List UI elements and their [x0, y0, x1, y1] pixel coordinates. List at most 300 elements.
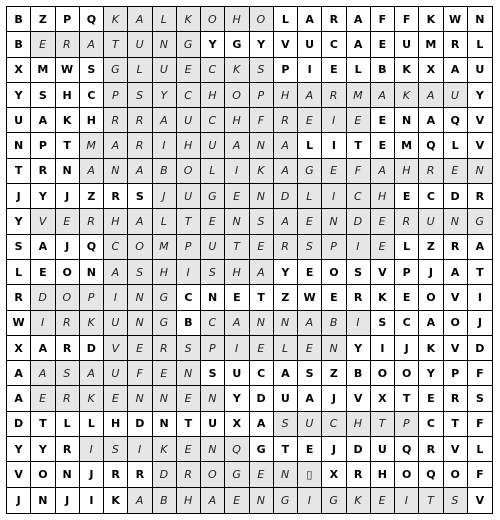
grid-cell[interactable]: Y — [250, 32, 274, 57]
grid-cell[interactable]: L — [274, 7, 298, 32]
grid-cell[interactable]: I — [104, 285, 128, 310]
grid-cell[interactable]: H — [225, 108, 249, 133]
grid-cell[interactable]: R — [56, 437, 80, 462]
grid-cell[interactable]: X — [225, 412, 249, 437]
grid-cell[interactable]: R — [419, 159, 443, 184]
grid-cell[interactable]: I — [371, 336, 395, 361]
grid-cell[interactable]: U — [104, 311, 128, 336]
grid-cell[interactable]: V — [104, 336, 128, 361]
grid-cell[interactable]: A — [31, 235, 55, 260]
grid-cell[interactable]: A — [225, 311, 249, 336]
grid-cell[interactable]: E — [347, 108, 371, 133]
grid-cell[interactable]: N — [56, 159, 80, 184]
grid-cell[interactable]: Y — [347, 336, 371, 361]
grid-cell[interactable]: R — [347, 285, 371, 310]
grid-cell[interactable]: G — [153, 285, 177, 310]
grid-cell[interactable]: K — [225, 58, 249, 83]
grid-cell[interactable]: J — [7, 184, 31, 209]
grid-cell[interactable]: E — [225, 488, 249, 513]
grid-cell[interactable]: A — [274, 133, 298, 158]
grid-cell[interactable]: T — [7, 159, 31, 184]
grid-cell[interactable]: O — [56, 285, 80, 310]
grid-cell[interactable]: E — [371, 488, 395, 513]
grid-cell[interactable]: N — [56, 462, 80, 487]
grid-cell[interactable]: A — [347, 7, 371, 32]
grid-cell[interactable]: L — [56, 412, 80, 437]
grid-cell[interactable]: K — [347, 488, 371, 513]
grid-cell[interactable]: N — [250, 311, 274, 336]
grid-cell[interactable]: F — [468, 462, 492, 487]
grid-cell[interactable]: G — [201, 184, 225, 209]
grid-cell[interactable]: R — [468, 184, 492, 209]
grid-cell[interactable]: F — [128, 361, 152, 386]
grid-cell[interactable]: C — [104, 235, 128, 260]
grid-cell[interactable]: Z — [80, 184, 104, 209]
grid-cell[interactable]: G — [225, 32, 249, 57]
grid-cell[interactable]: F — [468, 412, 492, 437]
grid-cell[interactable]: N — [395, 108, 419, 133]
grid-cell[interactable]: R — [56, 32, 80, 57]
grid-cell[interactable]: E — [371, 108, 395, 133]
grid-cell[interactable]: H — [177, 488, 201, 513]
grid-cell[interactable]: A — [347, 32, 371, 57]
grid-cell[interactable]: U — [7, 108, 31, 133]
grid-cell[interactable]: I — [177, 260, 201, 285]
grid-cell[interactable]: I — [347, 235, 371, 260]
grid-cell[interactable]: O — [177, 159, 201, 184]
grid-cell[interactable]: T — [31, 412, 55, 437]
grid-cell[interactable]: Z — [31, 7, 55, 32]
grid-cell[interactable]: K — [177, 7, 201, 32]
grid-cell[interactable]: E — [225, 184, 249, 209]
grid-cell[interactable]: C — [177, 285, 201, 310]
grid-cell[interactable]: E — [371, 235, 395, 260]
grid-cell[interactable]: S — [347, 260, 371, 285]
grid-cell[interactable]: I — [347, 311, 371, 336]
grid-cell[interactable]: D — [153, 462, 177, 487]
grid-cell[interactable]: A — [419, 108, 443, 133]
grid-cell[interactable]: K — [395, 83, 419, 108]
grid-cell[interactable]: X — [371, 386, 395, 411]
grid-cell[interactable]: H — [104, 209, 128, 234]
grid-cell[interactable]: C — [250, 361, 274, 386]
grid-cell[interactable]: I — [322, 108, 346, 133]
grid-cell[interactable]: C — [419, 184, 443, 209]
grid-cell[interactable]: O — [444, 462, 468, 487]
grid-cell[interactable]: Y — [7, 437, 31, 462]
grid-cell[interactable]: E — [419, 386, 443, 411]
grid-cell[interactable]: A — [371, 159, 395, 184]
grid-cell[interactable]: U — [153, 58, 177, 83]
grid-cell[interactable]: Q — [80, 235, 104, 260]
grid-cell[interactable]: J — [468, 311, 492, 336]
grid-cell[interactable]: E — [201, 209, 225, 234]
grid-cell[interactable]: E — [395, 285, 419, 310]
grid-cell[interactable]: A — [31, 336, 55, 361]
grid-cell[interactable]: J — [395, 336, 419, 361]
grid-cell[interactable]: D — [444, 184, 468, 209]
grid-cell[interactable]: A — [31, 108, 55, 133]
grid-cell[interactable]: R — [128, 462, 152, 487]
grid-cell[interactable]: Y — [201, 32, 225, 57]
grid-cell[interactable]: A — [128, 488, 152, 513]
grid-cell[interactable]: N — [153, 386, 177, 411]
grid-cell[interactable]: U — [177, 184, 201, 209]
grid-cell[interactable]: N — [201, 386, 225, 411]
grid-cell[interactable]: T — [56, 133, 80, 158]
grid-cell[interactable]: A — [274, 159, 298, 184]
grid-cell[interactable]: A — [419, 83, 443, 108]
grid-cell[interactable]: R — [7, 285, 31, 310]
grid-cell[interactable]: B — [7, 7, 31, 32]
grid-cell[interactable]: U — [444, 83, 468, 108]
grid-cell[interactable]: R — [322, 7, 346, 32]
grid-cell[interactable]: L — [468, 437, 492, 462]
grid-cell[interactable]: I — [31, 311, 55, 336]
grid-cell[interactable]: E — [444, 159, 468, 184]
grid-cell[interactable]: J — [153, 184, 177, 209]
grid-cell[interactable]: H — [225, 260, 249, 285]
grid-cell[interactable]: H — [347, 412, 371, 437]
grid-cell[interactable]: D — [468, 336, 492, 361]
grid-cell[interactable]: N — [468, 159, 492, 184]
grid-cell[interactable]: U — [201, 235, 225, 260]
grid-cell[interactable]: E — [371, 209, 395, 234]
grid-cell[interactable]: O — [128, 235, 152, 260]
grid-cell[interactable]: H — [153, 260, 177, 285]
grid-cell[interactable]: A — [225, 133, 249, 158]
grid-cell[interactable]: ▯ — [298, 462, 322, 487]
grid-cell[interactable]: Q — [395, 437, 419, 462]
grid-cell[interactable]: O — [201, 7, 225, 32]
grid-cell[interactable]: I — [225, 159, 249, 184]
grid-cell[interactable]: D — [31, 285, 55, 310]
grid-cell[interactable]: O — [395, 462, 419, 487]
grid-cell[interactable]: R — [444, 235, 468, 260]
grid-cell[interactable]: G — [274, 488, 298, 513]
grid-cell[interactable]: S — [128, 83, 152, 108]
grid-cell[interactable]: B — [153, 159, 177, 184]
grid-cell[interactable]: X — [7, 336, 31, 361]
grid-cell[interactable]: D — [7, 412, 31, 437]
grid-cell[interactable]: L — [347, 58, 371, 83]
grid-cell[interactable]: Q — [419, 462, 443, 487]
grid-cell[interactable]: M — [347, 83, 371, 108]
grid-cell[interactable]: J — [322, 437, 346, 462]
grid-cell[interactable]: H — [201, 83, 225, 108]
grid-cell[interactable]: R — [104, 108, 128, 133]
grid-cell[interactable]: R — [444, 386, 468, 411]
grid-cell[interactable]: E — [177, 386, 201, 411]
grid-cell[interactable]: R — [274, 235, 298, 260]
grid-cell[interactable]: Y — [7, 83, 31, 108]
grid-cell[interactable]: L — [468, 32, 492, 57]
grid-cell[interactable]: V — [274, 32, 298, 57]
grid-cell[interactable]: O — [201, 462, 225, 487]
grid-cell[interactable]: A — [250, 260, 274, 285]
grid-cell[interactable]: K — [250, 159, 274, 184]
grid-cell[interactable]: S — [80, 58, 104, 83]
grid-cell[interactable]: D — [347, 209, 371, 234]
grid-cell[interactable]: A — [298, 386, 322, 411]
grid-cell[interactable]: T — [177, 209, 201, 234]
grid-cell[interactable]: L — [395, 235, 419, 260]
grid-cell[interactable]: E — [250, 336, 274, 361]
grid-cell[interactable]: B — [322, 311, 346, 336]
grid-cell[interactable]: C — [201, 311, 225, 336]
grid-cell[interactable]: A — [153, 108, 177, 133]
grid-cell[interactable]: D — [250, 386, 274, 411]
grid-cell[interactable]: R — [56, 336, 80, 361]
grid-cell[interactable]: A — [104, 133, 128, 158]
grid-cell[interactable]: A — [7, 361, 31, 386]
grid-cell[interactable]: N — [128, 386, 152, 411]
grid-cell[interactable]: P — [201, 336, 225, 361]
grid-cell[interactable]: H — [371, 184, 395, 209]
grid-cell[interactable]: V — [475, 493, 485, 507]
grid-cell[interactable]: U — [395, 32, 419, 57]
grid-cell[interactable]: K — [419, 336, 443, 361]
grid-cell[interactable]: H — [395, 159, 419, 184]
grid-cell[interactable]: L — [153, 209, 177, 234]
grid-cell[interactable]: F — [250, 108, 274, 133]
grid-cell[interactable]: U — [177, 108, 201, 133]
grid-cell[interactable]: R — [444, 32, 468, 57]
grid-cell[interactable]: P — [274, 58, 298, 83]
grid-cell[interactable]: Y — [7, 209, 31, 234]
grid-cell[interactable]: N — [444, 209, 468, 234]
grid-cell[interactable]: H — [104, 412, 128, 437]
grid-cell[interactable]: S — [274, 412, 298, 437]
grid-cell[interactable]: N — [128, 311, 152, 336]
grid-cell[interactable]: B — [7, 32, 31, 57]
grid-cell[interactable]: G — [225, 462, 249, 487]
grid-cell[interactable]: A — [80, 361, 104, 386]
grid-cell[interactable]: L — [201, 159, 225, 184]
grid-cell[interactable]: E — [153, 361, 177, 386]
grid-cell[interactable]: N — [250, 133, 274, 158]
grid-cell[interactable]: Y — [31, 437, 55, 462]
grid-cell[interactable]: M — [80, 133, 104, 158]
grid-cell[interactable]: R — [274, 108, 298, 133]
grid-cell[interactable]: J — [56, 488, 80, 513]
grid-cell[interactable]: U — [104, 361, 128, 386]
grid-cell[interactable]: H — [225, 7, 249, 32]
grid-cell[interactable]: P — [104, 83, 128, 108]
grid-cell[interactable]: K — [104, 7, 128, 32]
grid-cell[interactable]: O — [225, 83, 249, 108]
grid-cell[interactable]: J — [322, 386, 346, 411]
grid-cell[interactable]: V — [444, 285, 468, 310]
grid-cell[interactable]: A — [104, 260, 128, 285]
grid-cell[interactable]: T — [250, 285, 274, 310]
grid-cell[interactable]: A — [31, 361, 55, 386]
grid-cell[interactable]: A — [80, 32, 104, 57]
grid-cell[interactable]: R — [104, 184, 128, 209]
grid-cell[interactable]: R — [153, 336, 177, 361]
grid-cell[interactable]: G — [468, 209, 492, 234]
grid-cell[interactable]: L — [153, 7, 177, 32]
grid-cell[interactable]: G — [177, 32, 201, 57]
grid-cell[interactable]: J — [80, 462, 104, 487]
grid-cell[interactable]: R — [419, 437, 443, 462]
grid-cell[interactable]: Y — [274, 260, 298, 285]
grid-cell[interactable]: V — [444, 437, 468, 462]
grid-cell[interactable]: E — [298, 209, 322, 234]
grid-cell[interactable]: E — [31, 32, 55, 57]
grid-cell[interactable]: D — [128, 412, 152, 437]
grid-cell[interactable]: I — [80, 488, 104, 513]
grid-cell[interactable]: C — [395, 311, 419, 336]
grid-cell[interactable]: S — [468, 386, 492, 411]
grid-cell[interactable]: U — [371, 437, 395, 462]
grid-cell[interactable]: Y — [419, 361, 443, 386]
grid-cell[interactable]: U — [468, 58, 492, 83]
grid-cell[interactable]: P — [444, 361, 468, 386]
grid-cell[interactable]: A — [419, 311, 443, 336]
grid-cell[interactable]: P — [56, 7, 80, 32]
grid-cell[interactable]: I — [80, 437, 104, 462]
grid-cell[interactable]: E — [322, 159, 346, 184]
grid-cell[interactable]: F — [371, 7, 395, 32]
grid-cell[interactable]: S — [298, 235, 322, 260]
grid-cell[interactable]: A — [274, 209, 298, 234]
grid-cell[interactable]: T — [371, 412, 395, 437]
grid-cell[interactable]: G — [250, 437, 274, 462]
grid-cell[interactable]: T — [177, 412, 201, 437]
grid-cell[interactable]: Q — [80, 7, 104, 32]
grid-cell[interactable]: G — [298, 159, 322, 184]
grid-cell[interactable]: U — [274, 386, 298, 411]
grid-cell[interactable]: A — [444, 260, 468, 285]
grid-cell[interactable]: E — [177, 437, 201, 462]
grid-cell[interactable]: G — [104, 58, 128, 83]
grid-cell[interactable]: S — [177, 336, 201, 361]
grid-cell[interactable]: B — [153, 488, 177, 513]
grid-cell[interactable]: E — [371, 133, 395, 158]
grid-cell[interactable]: A — [298, 7, 322, 32]
grid-cell[interactable]: S — [250, 58, 274, 83]
grid-cell[interactable]: N — [322, 209, 346, 234]
grid-cell[interactable]: L — [128, 58, 152, 83]
grid-cell[interactable]: R — [31, 159, 55, 184]
grid-cell[interactable]: F — [347, 159, 371, 184]
grid-cell[interactable]: Y — [31, 184, 55, 209]
grid-cell[interactable]: N — [274, 462, 298, 487]
grid-cell[interactable]: S — [201, 361, 225, 386]
grid-cell[interactable]: C — [322, 412, 346, 437]
grid-cell[interactable]: X — [419, 58, 443, 83]
grid-cell[interactable]: P — [250, 83, 274, 108]
grid-cell[interactable]: J — [419, 260, 443, 285]
grid-cell[interactable]: J — [7, 488, 31, 513]
grid-cell[interactable]: V — [31, 209, 55, 234]
grid-cell[interactable]: O — [444, 311, 468, 336]
grid-cell[interactable]: K — [80, 386, 104, 411]
grid-cell[interactable]: V — [468, 108, 492, 133]
grid-cell[interactable]: R — [322, 83, 346, 108]
grid-cell[interactable]: O — [395, 361, 419, 386]
grid-cell[interactable]: P — [395, 412, 419, 437]
grid-cell[interactable]: K — [153, 437, 177, 462]
grid-cell[interactable]: U — [201, 412, 225, 437]
grid-cell[interactable]: M — [419, 32, 443, 57]
grid-cell[interactable]: E — [298, 336, 322, 361]
grid-cell[interactable]: D — [80, 336, 104, 361]
grid-cell[interactable]: E — [56, 209, 80, 234]
grid-cell[interactable]: Q — [444, 108, 468, 133]
grid-cell[interactable]: K — [419, 7, 443, 32]
grid-cell[interactable]: T — [444, 412, 468, 437]
grid-cell[interactable]: P — [177, 235, 201, 260]
grid-cell[interactable]: K — [56, 108, 80, 133]
grid-cell[interactable]: N — [201, 437, 225, 462]
grid-cell[interactable]: I — [322, 133, 346, 158]
grid-cell[interactable]: N — [201, 285, 225, 310]
grid-cell[interactable]: N — [177, 361, 201, 386]
grid-cell[interactable]: A — [371, 83, 395, 108]
grid-cell[interactable]: N — [274, 311, 298, 336]
grid-cell[interactable]: R — [395, 209, 419, 234]
grid-cell[interactable]: H — [56, 83, 80, 108]
grid-cell[interactable]: C — [201, 108, 225, 133]
grid-cell[interactable]: W — [56, 58, 80, 83]
grid-cell[interactable]: R — [56, 386, 80, 411]
grid-cell[interactable]: A — [80, 159, 104, 184]
grid-cell[interactable]: N — [80, 260, 104, 285]
grid-cell[interactable]: L — [7, 260, 31, 285]
grid-cell[interactable]: O — [419, 285, 443, 310]
grid-cell[interactable]: T — [274, 437, 298, 462]
grid-cell[interactable]: I — [395, 488, 419, 513]
grid-cell[interactable]: L — [274, 336, 298, 361]
grid-cell[interactable]: S — [104, 437, 128, 462]
grid-cell[interactable]: T — [395, 386, 419, 411]
grid-cell[interactable]: T — [419, 488, 443, 513]
grid-cell[interactable]: F — [468, 361, 492, 386]
grid-cell[interactable]: I — [128, 437, 152, 462]
grid-cell[interactable]: B — [347, 361, 371, 386]
grid-cell[interactable]: A — [201, 488, 225, 513]
grid-cell[interactable]: E — [104, 386, 128, 411]
grid-cell[interactable]: A — [128, 159, 152, 184]
grid-cell[interactable]: O — [31, 462, 55, 487]
grid-cell[interactable]: E — [298, 437, 322, 462]
grid-cell[interactable]: U — [225, 361, 249, 386]
grid-cell[interactable]: E — [250, 462, 274, 487]
grid-cell[interactable]: V — [444, 336, 468, 361]
grid-cell[interactable]: S — [7, 235, 31, 260]
grid-cell[interactable]: A — [468, 235, 492, 260]
grid-cell[interactable]: P — [31, 133, 55, 158]
grid-cell[interactable]: C — [347, 184, 371, 209]
grid-cell[interactable]: R — [347, 462, 371, 487]
grid-cell[interactable]: T — [347, 133, 371, 158]
grid-cell[interactable]: N — [468, 7, 492, 32]
grid-cell[interactable]: P — [322, 235, 346, 260]
grid-cell[interactable]: G — [322, 488, 346, 513]
grid-cell[interactable]: Z — [274, 285, 298, 310]
grid-cell[interactable]: N — [153, 32, 177, 57]
grid-cell[interactable]: A — [250, 412, 274, 437]
grid-cell[interactable]: T — [468, 260, 492, 285]
grid-cell[interactable]: Q — [419, 133, 443, 158]
grid-cell[interactable]: S — [56, 361, 80, 386]
grid-cell[interactable]: E — [298, 260, 322, 285]
grid-cell[interactable]: E — [395, 184, 419, 209]
grid-cell[interactable]: E — [31, 386, 55, 411]
grid-cell[interactable]: I — [322, 184, 346, 209]
